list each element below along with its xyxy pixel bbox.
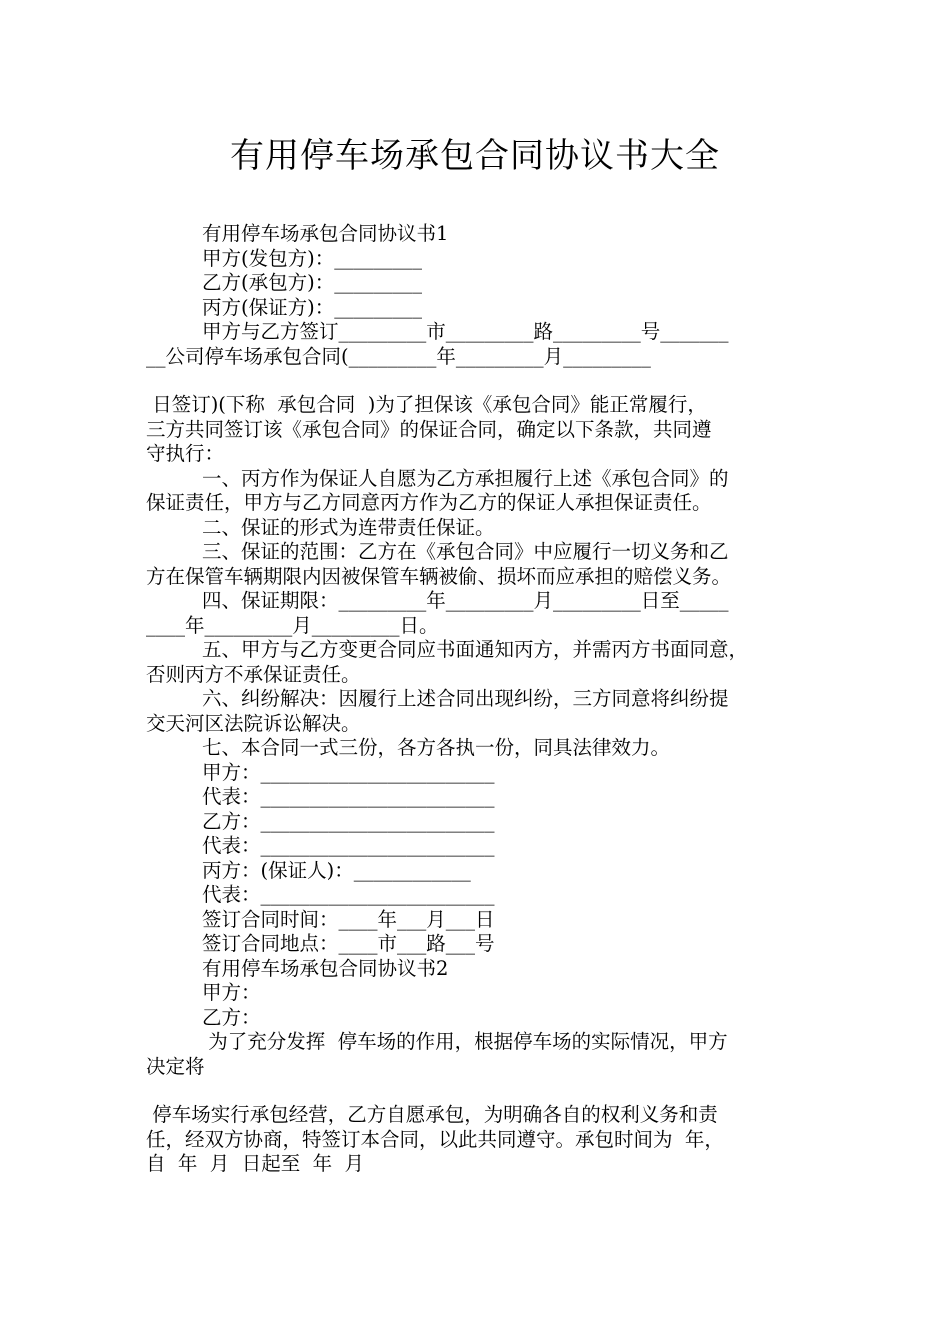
- text-line: 甲方与乙方签订_________市_________路_________号_______: [202, 320, 729, 343]
- text-line: 甲方：________________________: [202, 760, 495, 784]
- text-line: __公司停车场承包合同(_________年_________月_________: [146, 344, 651, 368]
- text-line: 代表：________________________: [202, 834, 495, 857]
- text-line: 甲方：: [202, 981, 261, 1004]
- text-line: 签订合同时间：____年___月___日: [202, 907, 495, 931]
- text-line: 代表：________________________: [202, 883, 495, 906]
- text-line: 二、保证的形式为连带责任保证。: [202, 515, 495, 539]
- text-line: 方在保管车辆期限内因被保管车辆被偷、损坏而应承担的赔偿义务。: [146, 564, 732, 588]
- text-line: 一、丙方作为保证人自愿为乙方承担履行上述《承包合同》的: [202, 466, 729, 490]
- text-line: 自 年 月 日起至 年 月: [146, 1152, 364, 1175]
- text-line: 乙方(承包方)：_________: [202, 271, 422, 294]
- paragraph-gap: [146, 1079, 816, 1103]
- text-line: 交天河区法院诉讼解决。: [146, 711, 361, 735]
- document-title: 有用停车场承包合同协议书大全: [230, 136, 720, 176]
- text-line: 代表：________________________: [202, 785, 495, 808]
- text-line: 签订合同地点：____市___路___号: [202, 932, 495, 955]
- text-line: 三方共同签订该《承包合同》的保证合同，确定以下条款，共同遵: [146, 417, 712, 441]
- paragraph-gap: [146, 369, 816, 393]
- text-line: 三、保证的范围：乙方在《承包合同》中应履行一切义务和乙: [202, 540, 729, 563]
- text-line: 七、本合同一式三份，各方各执一份，同具法律效力。: [202, 736, 671, 759]
- text-line: 守执行：: [146, 442, 225, 465]
- text-line: 否则丙方不承保证责任。: [146, 662, 361, 686]
- text-line: ____年_________月_________日。: [146, 613, 439, 637]
- document-body: [146, 222, 816, 1177]
- text-line: 丙方(保证方)：_________: [202, 295, 422, 319]
- text-line: 有用停车场承包合同协议书1: [202, 222, 449, 245]
- text-line: 六、纠纷解决：因履行上述合同出现纠纷，三方同意将纠纷提: [202, 687, 729, 710]
- text-line: 乙方：: [202, 1005, 261, 1029]
- text-line: 四、保证期限：_________年_________月_________日至_____: [202, 589, 729, 612]
- text-line: 决定将: [146, 1054, 205, 1078]
- text-line: 乙方：________________________: [202, 809, 495, 833]
- text-line: 五、甲方与乙方变更合同应书面通知丙方，并需丙方书面同意，: [202, 638, 749, 661]
- text-line: 停车场实行承包经营，乙方自愿承包，为明确各自的权利义务和责: [146, 1103, 718, 1126]
- text-line: 任，经双方协商，特签订本合同，以此共同遵守。承包时间为 年，: [146, 1127, 724, 1151]
- text-line: 保证责任，甲方与乙方同意丙方作为乙方的保证人承担保证责任。: [146, 491, 712, 514]
- text-line: 日签订)(下称 承包合同 )为了担保该《承包合同》能正常履行，: [146, 393, 707, 416]
- text-line: 丙方：(保证人)：____________: [202, 858, 471, 882]
- text-line: 甲方(发包方)：_________: [202, 246, 422, 270]
- text-line: 为了充分发挥 停车场的作用，根据停车场的实际情况，甲方: [202, 1030, 728, 1053]
- text-line: 有用停车场承包合同协议书2: [202, 956, 449, 980]
